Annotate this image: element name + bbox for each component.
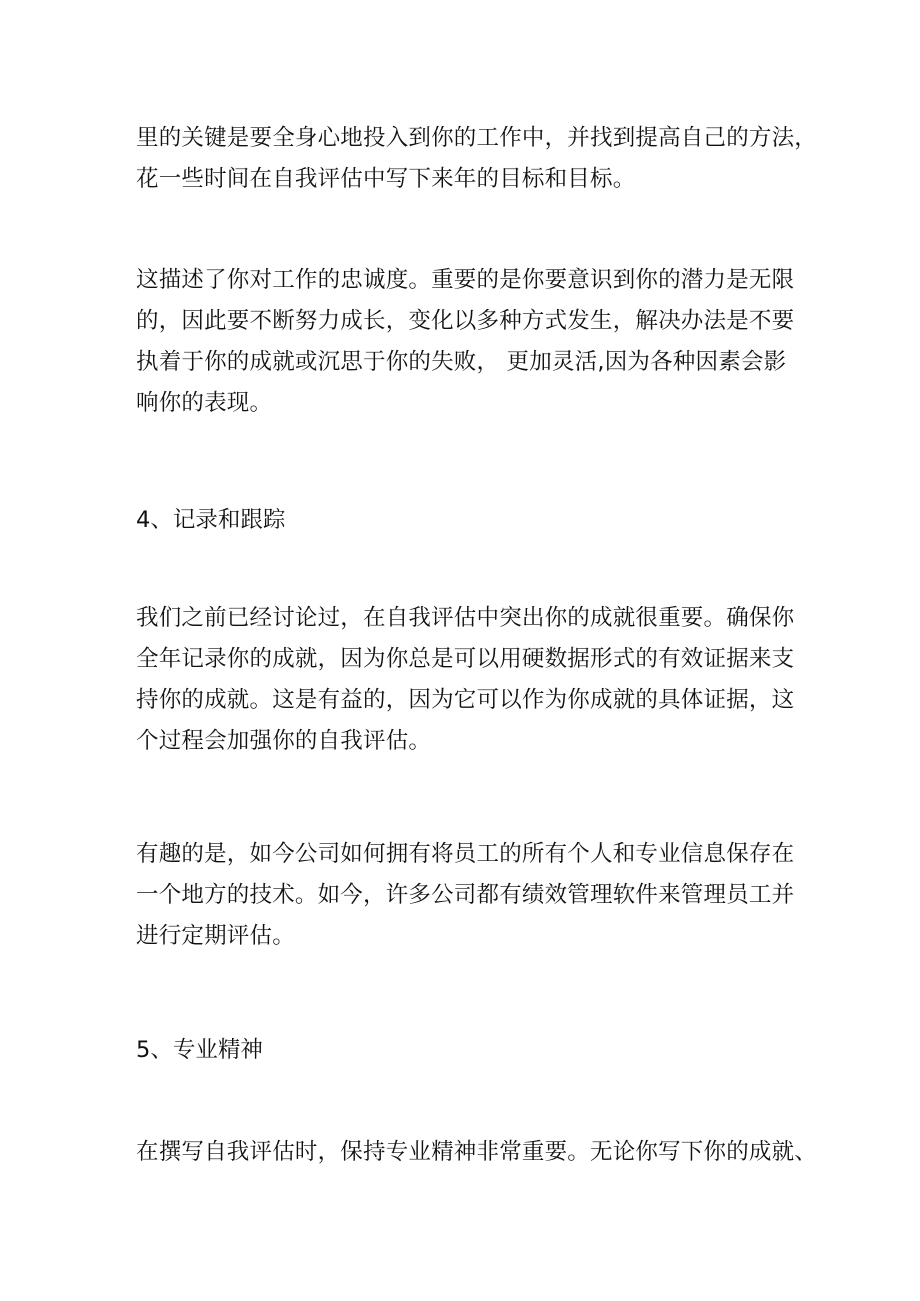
section-heading-4: 4、记录和跟踪 xyxy=(136,507,286,533)
text-line: 的，因此要不断努力成长，变化以多种方式发生，解决办法是不要 xyxy=(136,308,795,334)
paragraph-company-tech xyxy=(136,834,816,957)
paragraph-achievements xyxy=(136,598,816,762)
paragraph-work-goals xyxy=(136,118,816,200)
text-line: 进行定期评估。 xyxy=(136,923,295,949)
text-line: 花一些时间在自我评估中写下来年的目标和目标。 xyxy=(136,166,636,192)
text-line: 个过程会加强你的自我评估。 xyxy=(136,728,432,754)
text-line: 有趣的是，如今公司如何拥有将员工的所有个人和专业信息保存在 xyxy=(136,841,795,867)
paragraph-professionalism xyxy=(136,1132,816,1173)
text-line: 一个地方的技术。如今，许多公司都有绩效管理软件来管理员工并 xyxy=(136,882,795,908)
text-line: 全年记录你的成就，因为你总是可以用硬数据形式的有效证据来支 xyxy=(136,646,795,672)
text-line: 我们之前已经讨论过，在自我评估中突出你的成就很重要。确保你 xyxy=(136,605,795,631)
text-line: 这描述了你对工作的忠诚度。重要的是你要意识到你的潜力是无限 xyxy=(136,267,795,293)
text-line: 持你的成就。这是有益的，因为它可以作为你成就的具体证据，这 xyxy=(136,687,795,713)
text-line: 里的关键是要全身心地投入到你的工作中，并找到提高自己的方法， xyxy=(136,125,818,151)
text-line: 在撰写自我评估时，保持专业精神非常重要。无论你写下你的成就、 xyxy=(136,1139,818,1165)
section-heading-5: 5、专业精神 xyxy=(136,1037,263,1063)
text-line: 响你的表现。 xyxy=(136,390,273,416)
text-line: 执着于你的成就或沉思于你的失败， 更加灵活,因为各种因素会影 xyxy=(136,349,787,375)
paragraph-loyalty xyxy=(136,260,816,424)
